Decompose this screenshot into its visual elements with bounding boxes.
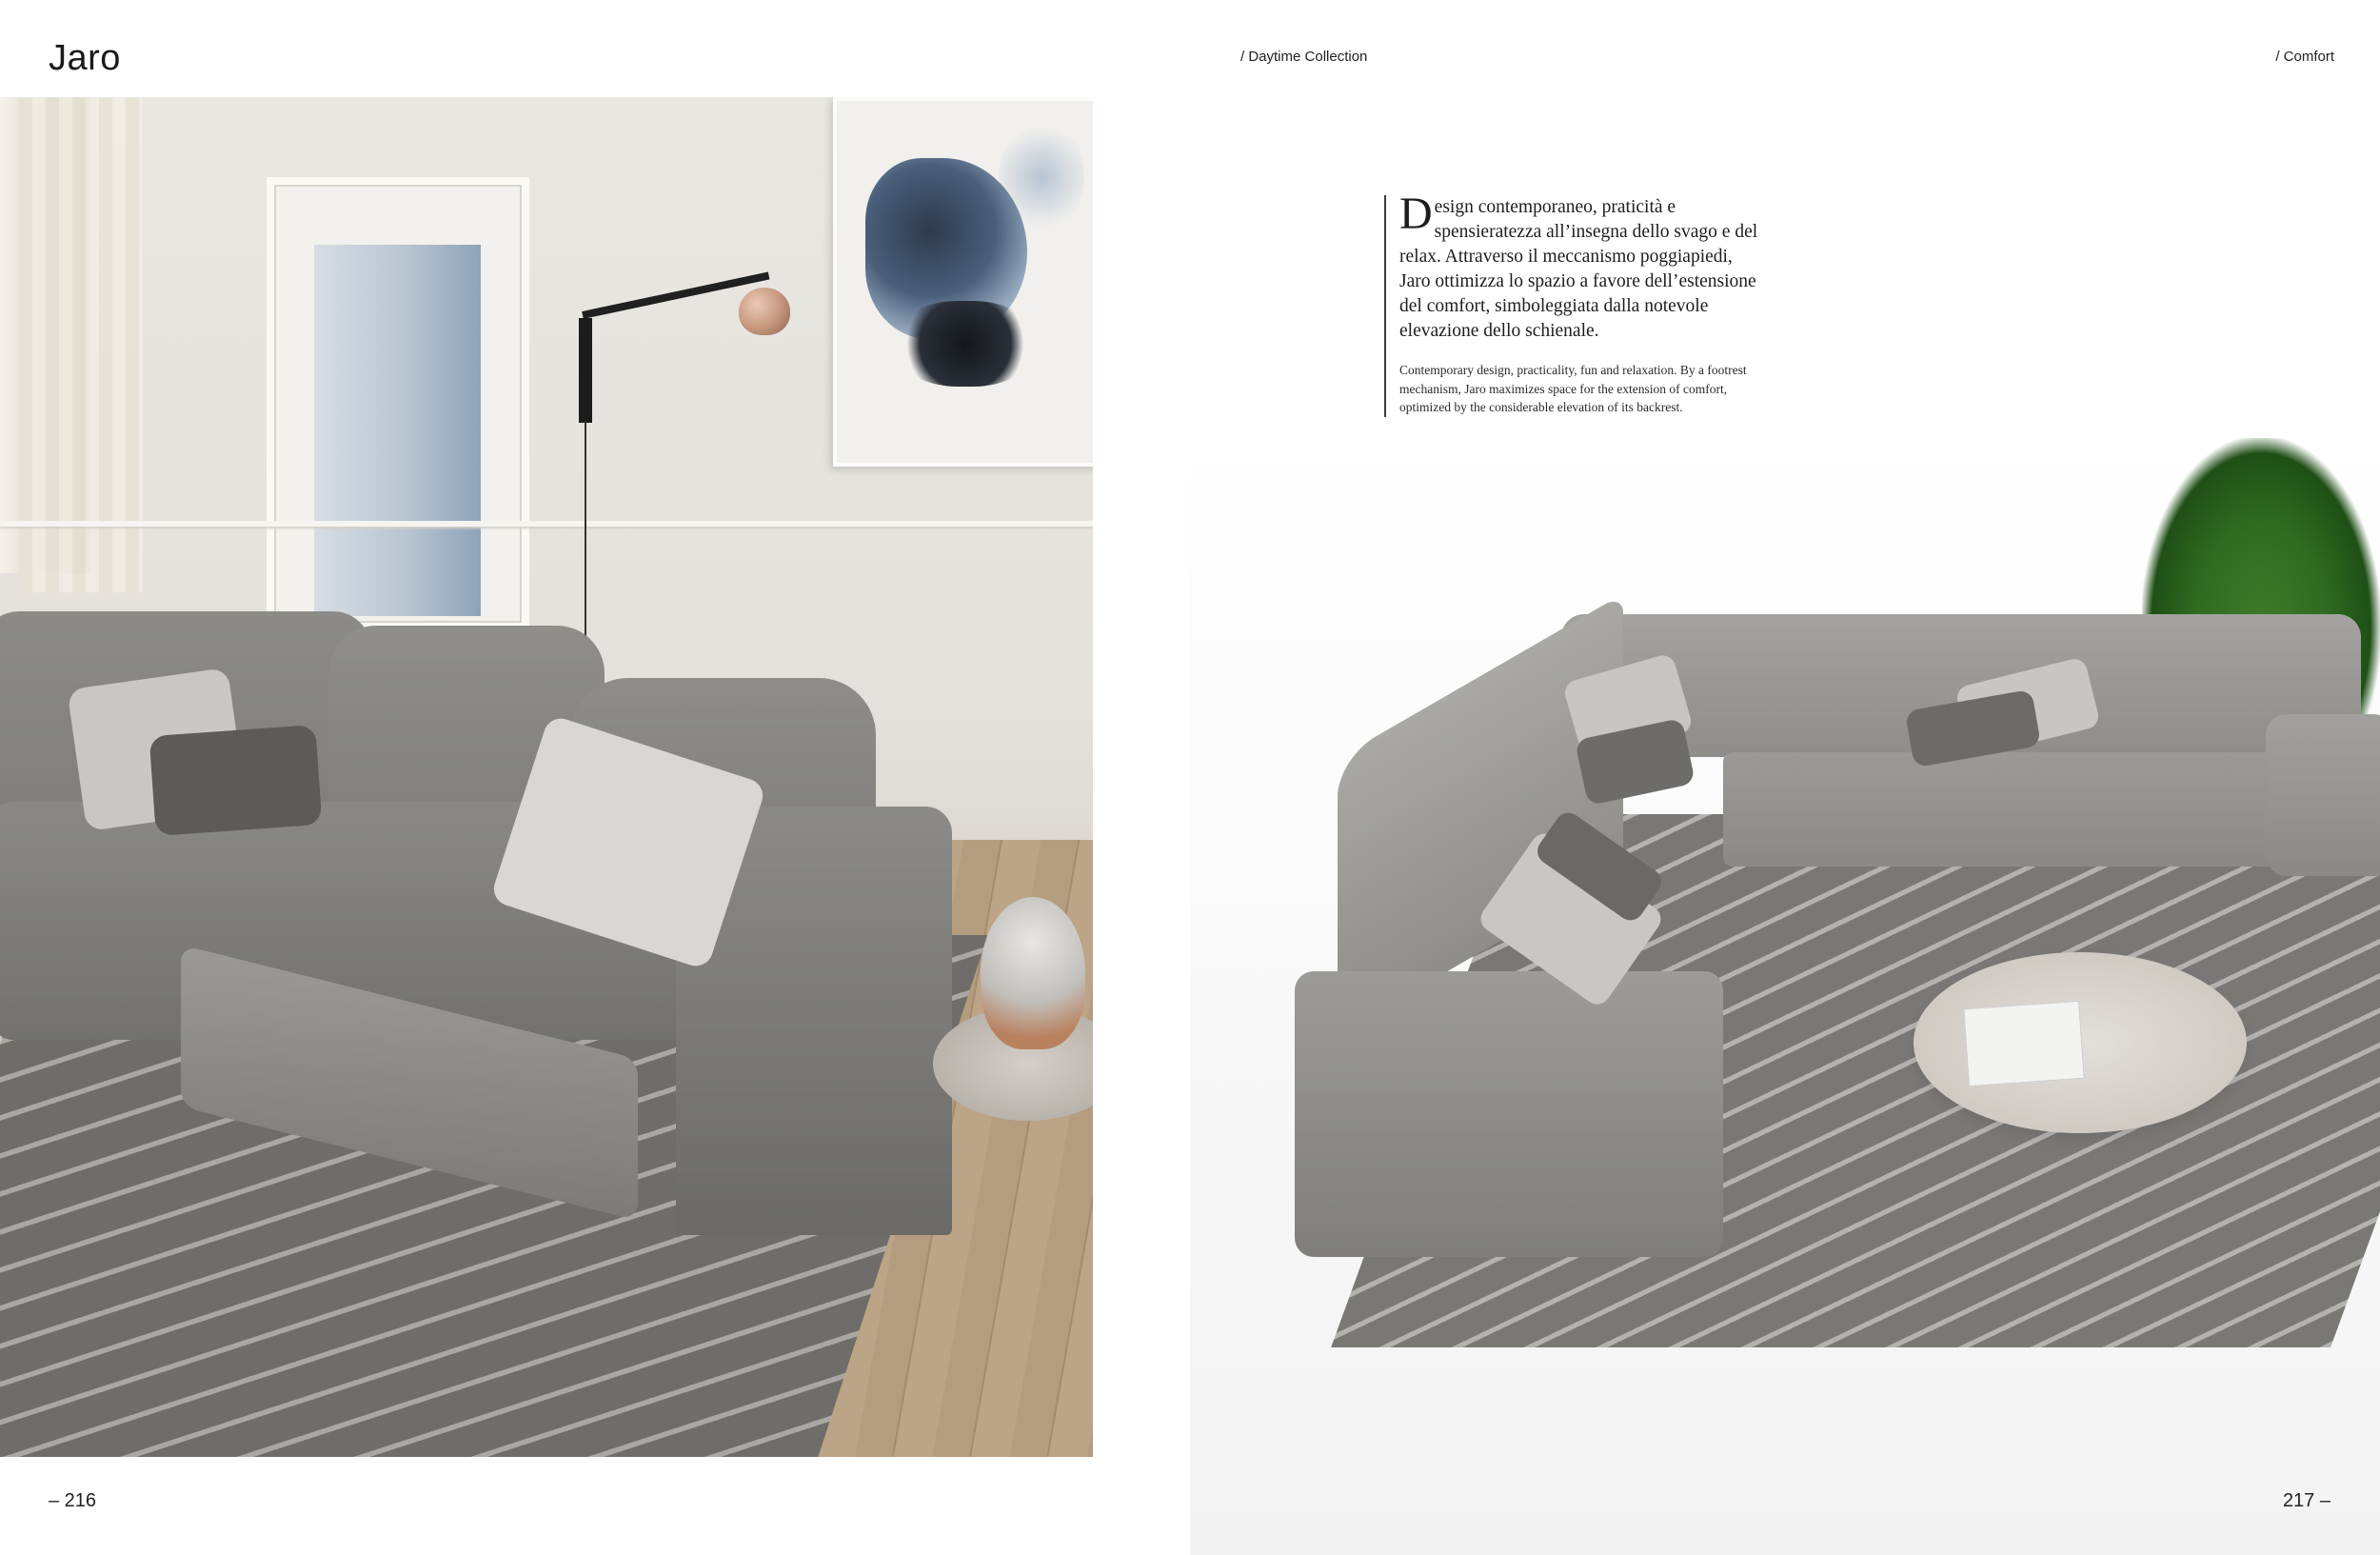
curtain [19, 97, 143, 592]
description-english: Contemporary design, practicality, fun and relaxation. By a footrest mechanism, Jaro maximizes space for the extension of comfort, optimized by the considerable elevation of its backrest. [1399, 363, 1747, 414]
section-collection: / Daytime Collection [1240, 49, 1368, 65]
book [1963, 1001, 2084, 1087]
wall-artwork [833, 97, 1093, 467]
wall-lamp-pole [579, 318, 592, 423]
door-opening [314, 245, 481, 616]
section-category: / Comfort [2275, 49, 2334, 65]
sofa-chaise [1295, 971, 1723, 1257]
sofa-lifestyle-photo [0, 97, 1093, 1457]
description-italian [1399, 189, 1761, 344]
page-title: Jaro [49, 38, 121, 78]
wall-lamp-shade [739, 288, 790, 335]
description-italian-text: esign contemporaneo, praticità e spensieratezza all’insegna dello svago e del relax. Attraverso il meccanismo poggiapiedi, Jaro ottimizza lo spazio a favore dell’estensione del comfort, simboleggiata dalla notevole elevazione dello schienale. [1399, 197, 1758, 341]
drop-cap: D [1399, 189, 1433, 239]
page-number-left: – 216 [49, 1490, 97, 1511]
cushion [149, 725, 323, 836]
sofa-studio-photo [1190, 438, 2380, 1555]
description-block [1384, 189, 1761, 417]
sofa-armrest [2266, 714, 2380, 876]
vase [981, 897, 1085, 1049]
wall-moulding [0, 521, 1093, 527]
page-number-right: 217 – [2282, 1490, 2330, 1511]
